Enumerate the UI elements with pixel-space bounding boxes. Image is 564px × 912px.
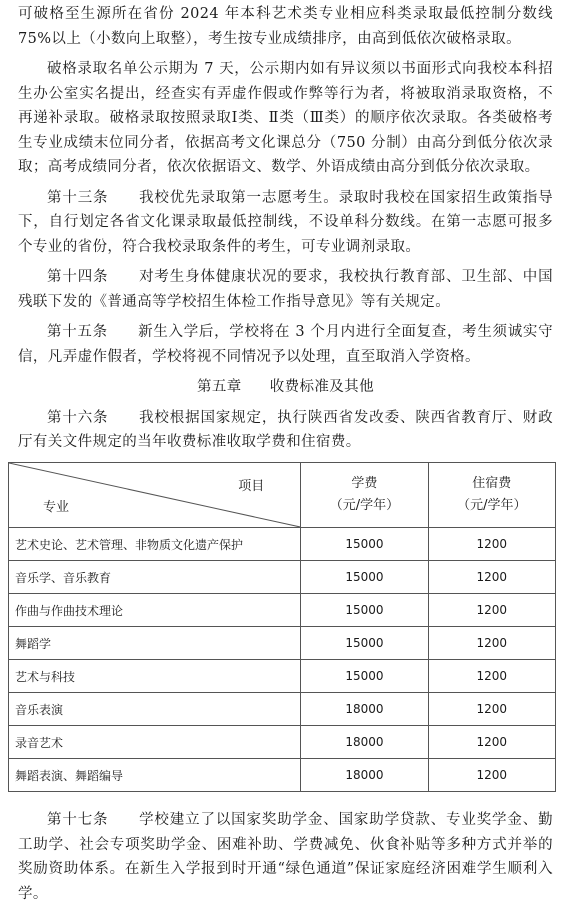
document-body [18, 2, 553, 461]
chapter-title: 收费标准及其他 [269, 379, 374, 395]
major-cell: 舞蹈表演、舞蹈编导 [9, 759, 301, 792]
header-major-label: 专业 [43, 500, 70, 515]
tuition-cell: 15000 [301, 561, 428, 594]
header-item-label: 项目 [238, 479, 265, 494]
paragraph-article-16: 第十六条 我校根据国家规定，执行陕西省发改委、陕西省教育厅、财政厅有关文件规定的当年收费标准收取学费和住宿费。 [18, 409, 553, 450]
paragraph-article-15: 第十五条 新生入学后，学校将在 3 个月内进行全面复查，考生须诚实守信，凡弄虚作假者，学校将视不同情况予以处理，直至取消入学资格。 [18, 324, 553, 365]
table-row [9, 759, 556, 792]
major-cell: 艺术史论、艺术管理、非物质文化遗产保护 [9, 528, 301, 561]
lodging-cell: 1200 [428, 660, 555, 693]
header-tuition-title: 学费 [351, 476, 378, 491]
lodging-cell: 1200 [428, 627, 555, 660]
table-row [9, 693, 556, 726]
major-cell: 录音艺术 [9, 726, 301, 759]
lodging-cell: 1200 [428, 561, 555, 594]
major-cell: 作曲与作曲技术理论 [9, 594, 301, 627]
header-lodging-title: 住宿费 [472, 476, 512, 491]
chapter-heading [18, 375, 553, 400]
header-lodging [428, 463, 555, 528]
paragraph-article-14: 第十四条 对考生身体健康状况的要求，我校执行教育部、卫生部、中国残联下发的《普通高等学校招生体检工作指导意见》等有关规定。 [18, 269, 553, 310]
fee-table-header [9, 463, 556, 528]
header-tuition-unit: （元/学年） [329, 498, 400, 513]
lodging-cell: 1200 [428, 693, 555, 726]
diagonal-header-cell [9, 463, 301, 528]
tuition-cell: 15000 [301, 627, 428, 660]
tuition-cell: 18000 [301, 693, 428, 726]
header-tuition [301, 463, 428, 528]
major-cell: 音乐表演 [9, 693, 301, 726]
lodging-cell: 1200 [428, 528, 555, 561]
tuition-cell: 15000 [301, 660, 428, 693]
paragraph-publicity-period: 破格录取名单公示期为 7 天，公示期内如有异议须以书面形式向我校本科招生办公室实名提出，经查实有弄虚作假或作弊等行为者，将被取消录取资格，不再递补录取。破格录取按照录取Ⅰ类、Ⅱ类（Ⅲ类）的顺序依次录取。各类破格考生专业成绩末位同分者，依据高考文化课总分（750 分制）由高分到低分依次录取；高考成绩同分者，依次依据语文、数学、外语成绩由高分到低分依次录取。 [18, 61, 553, 175]
table-row [9, 627, 556, 660]
paragraph-cutoff-rule: 可破格至生源所在省份 2024 年本科艺术类专业相应科类录取最低控制分数线 75%以上（小数向上取整），考生按专业成绩排序，由高到低依次破格录取。 [18, 6, 553, 47]
tuition-cell: 18000 [301, 726, 428, 759]
fee-table [8, 462, 556, 792]
table-row [9, 726, 556, 759]
paragraph-article-17: 第十七条 学校建立了以国家奖助学金、国家助学贷款、专业奖学金、勤工助学、社会专项奖助学金、困难补助、学费减免、伙食补贴等多种方式并举的奖励资助体系。在新生入学报到时开通“绿色通道”保证家庭经济困难学生顺利入学。 [18, 812, 553, 902]
chapter-number: 第五章 [196, 379, 242, 395]
header-lodging-unit: （元/学年） [457, 498, 527, 513]
table-row [9, 594, 556, 627]
lodging-cell: 1200 [428, 726, 555, 759]
major-cell: 音乐学、音乐教育 [9, 561, 301, 594]
paragraph-article-13: 第十三条 我校优先录取第一志愿考生。录取时我校在国家招生政策指导下，自行划定各省文化课录取最低控制线，不设单科分数线。在第一志愿可报多个专业的省份，符合我校录取条件的考生，可专业调剂录取。 [18, 189, 553, 255]
table-row [9, 528, 556, 561]
major-cell: 艺术与科技 [9, 660, 301, 693]
tuition-cell: 15000 [301, 594, 428, 627]
document-footer [18, 808, 553, 912]
major-cell: 舞蹈学 [9, 627, 301, 660]
lodging-cell: 1200 [428, 759, 555, 792]
tuition-cell: 18000 [301, 759, 428, 792]
diagonal-line [9, 463, 300, 527]
tuition-cell: 15000 [301, 528, 428, 561]
table-row [9, 660, 556, 693]
table-row [9, 561, 556, 594]
lodging-cell: 1200 [428, 594, 555, 627]
